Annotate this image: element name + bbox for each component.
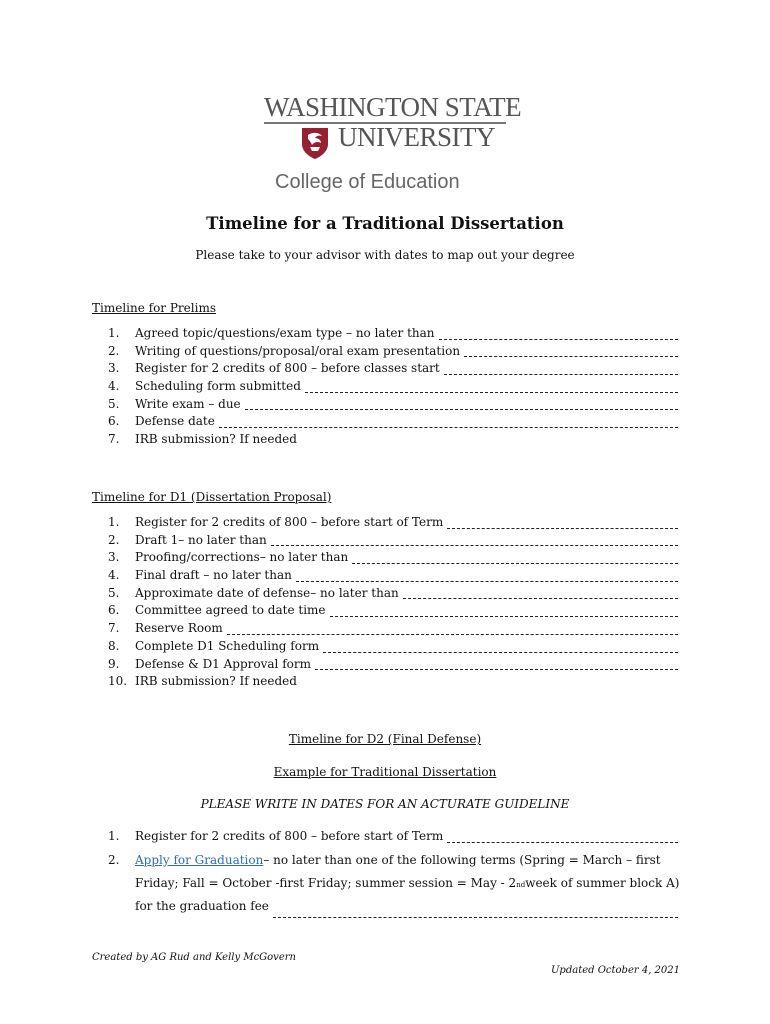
item-number: 1.: [108, 326, 120, 340]
page-subtitle: Please take to your advisor with dates to map out your degree: [195, 248, 575, 262]
prelims-heading: Timeline for Prelims: [92, 301, 216, 315]
list-item: [108, 639, 678, 657]
blank-fill-line[interactable]: [296, 581, 678, 582]
item-number: 5.: [108, 396, 120, 411]
item-number: 4.: [108, 568, 120, 583]
list-item: [108, 657, 678, 675]
item-text: Register for 2 credits of 800 – before start of Term: [135, 829, 444, 843]
blank-fill-line[interactable]: [403, 598, 678, 599]
item-text: Approximate date of defense– no later than: [135, 585, 399, 600]
item-text: Committee agreed to date time: [135, 603, 326, 618]
list-item: [108, 414, 678, 432]
prelims-list: [108, 326, 678, 450]
item-text: Defense date: [135, 414, 215, 429]
blank-fill-line[interactable]: [227, 634, 678, 635]
list-item: [108, 361, 678, 379]
list-item: [108, 603, 678, 621]
list-item: [108, 344, 678, 362]
item-text: Defense & D1 Approval form: [135, 656, 311, 671]
d1-list: [108, 515, 678, 692]
blank-fill-line[interactable]: [330, 616, 678, 617]
d2-example-heading: Example for Traditional Dissertation: [273, 765, 497, 779]
item-number: 2.: [108, 343, 120, 358]
list-item: [108, 533, 678, 551]
item-number: 6.: [108, 603, 120, 618]
item-number: 1.: [108, 515, 120, 529]
list-item: [108, 550, 678, 568]
footer-updated: Updated October 4, 2021: [551, 965, 680, 976]
item-text: Friday; Fall = October -first Friday; summer session = May - 2: [135, 875, 517, 890]
item-text: – no later than one of the following terms (Spring = March – first: [263, 852, 661, 867]
item-number: 7.: [108, 432, 120, 447]
blank-fill-line[interactable]: [447, 528, 678, 529]
item-number: 8.: [108, 638, 120, 653]
dates-note: PLEASE WRITE IN DATES FOR AN ACTURATE GUIDELINE: [200, 797, 570, 811]
item-text: for the graduation fee: [135, 898, 269, 913]
list-item: [108, 621, 678, 639]
list-item: [108, 379, 678, 397]
blank-fill-line[interactable]: [323, 652, 678, 653]
page-title: Timeline for a Traditional Dissertation: [206, 214, 564, 233]
item-number: 6.: [108, 414, 120, 429]
blank-fill-line[interactable]: [439, 339, 679, 340]
item-number: 7.: [108, 621, 120, 636]
blank-fill-line[interactable]: [315, 669, 678, 670]
item-number: 5.: [108, 585, 120, 600]
blank-fill-line[interactable]: [245, 409, 678, 410]
item-text: Final draft – no later than: [135, 568, 292, 583]
blank-fill-line[interactable]: [273, 917, 678, 918]
item-text: Writing of questions/proposal/oral exam presentation: [135, 343, 461, 358]
list-item: [108, 853, 678, 922]
list-item: [108, 326, 678, 344]
blank-fill-line[interactable]: [271, 545, 678, 546]
blank-fill-line[interactable]: [219, 427, 678, 428]
item-text: IRB submission? If needed: [135, 674, 297, 689]
item-text: Complete D1 Scheduling form: [135, 638, 320, 653]
list-item: [108, 515, 678, 533]
item-text: week of summer block A): [525, 875, 680, 890]
list-item: [108, 568, 678, 586]
d2-list: [108, 829, 678, 922]
item-number: 2.: [108, 852, 120, 867]
ordinal-suffix: nd: [516, 880, 526, 889]
item-number: 10.: [108, 674, 128, 689]
item-text: Write exam – due: [135, 396, 241, 411]
blank-fill-line[interactable]: [352, 563, 678, 564]
logo-line-university: UNIVERSITY: [338, 122, 495, 152]
logo-line-college: College of Education: [275, 171, 460, 193]
list-item: [108, 829, 678, 847]
item-number: 9.: [108, 656, 120, 671]
list-item: [108, 432, 678, 450]
apply-for-graduation-link[interactable]: Apply for Graduation: [135, 852, 264, 867]
item-number: 3.: [108, 361, 120, 376]
d2-heading: Timeline for D2 (Final Defense): [288, 732, 482, 746]
d1-heading: Timeline for D1 (Dissertation Proposal): [92, 490, 332, 504]
list-item: [108, 586, 678, 604]
list-item: [108, 674, 678, 692]
item-number: 4.: [108, 379, 120, 394]
item-text: Proofing/corrections– no later than: [135, 550, 349, 565]
blank-fill-line[interactable]: [305, 392, 678, 393]
list-item: [108, 397, 678, 415]
wsu-logo: [264, 92, 522, 202]
item-number: 3.: [108, 550, 120, 565]
item-text: Agreed topic/questions/exam type – no later than: [135, 326, 435, 340]
item-text: Register for 2 credits of 800 – before start of Term: [135, 515, 444, 529]
item-number: 1.: [108, 829, 120, 843]
item-text: Register for 2 credits of 800 – before classes start: [135, 361, 440, 376]
logo-line-washington-state: WASHINGTON STATE: [264, 92, 522, 122]
item-number: 2.: [108, 532, 120, 547]
footer-created-by: Created by AG Rud and Kelly McGovern: [92, 952, 296, 963]
blank-fill-line[interactable]: [444, 374, 678, 375]
cougar-shield-icon: [300, 126, 330, 160]
item-text: IRB submission? If needed: [135, 432, 297, 447]
item-text: Scheduling form submitted: [135, 379, 301, 394]
item-text: Reserve Room: [135, 621, 223, 636]
blank-fill-line[interactable]: [464, 356, 678, 357]
item-text: Draft 1– no later than: [135, 532, 267, 547]
blank-fill-line[interactable]: [447, 842, 678, 843]
